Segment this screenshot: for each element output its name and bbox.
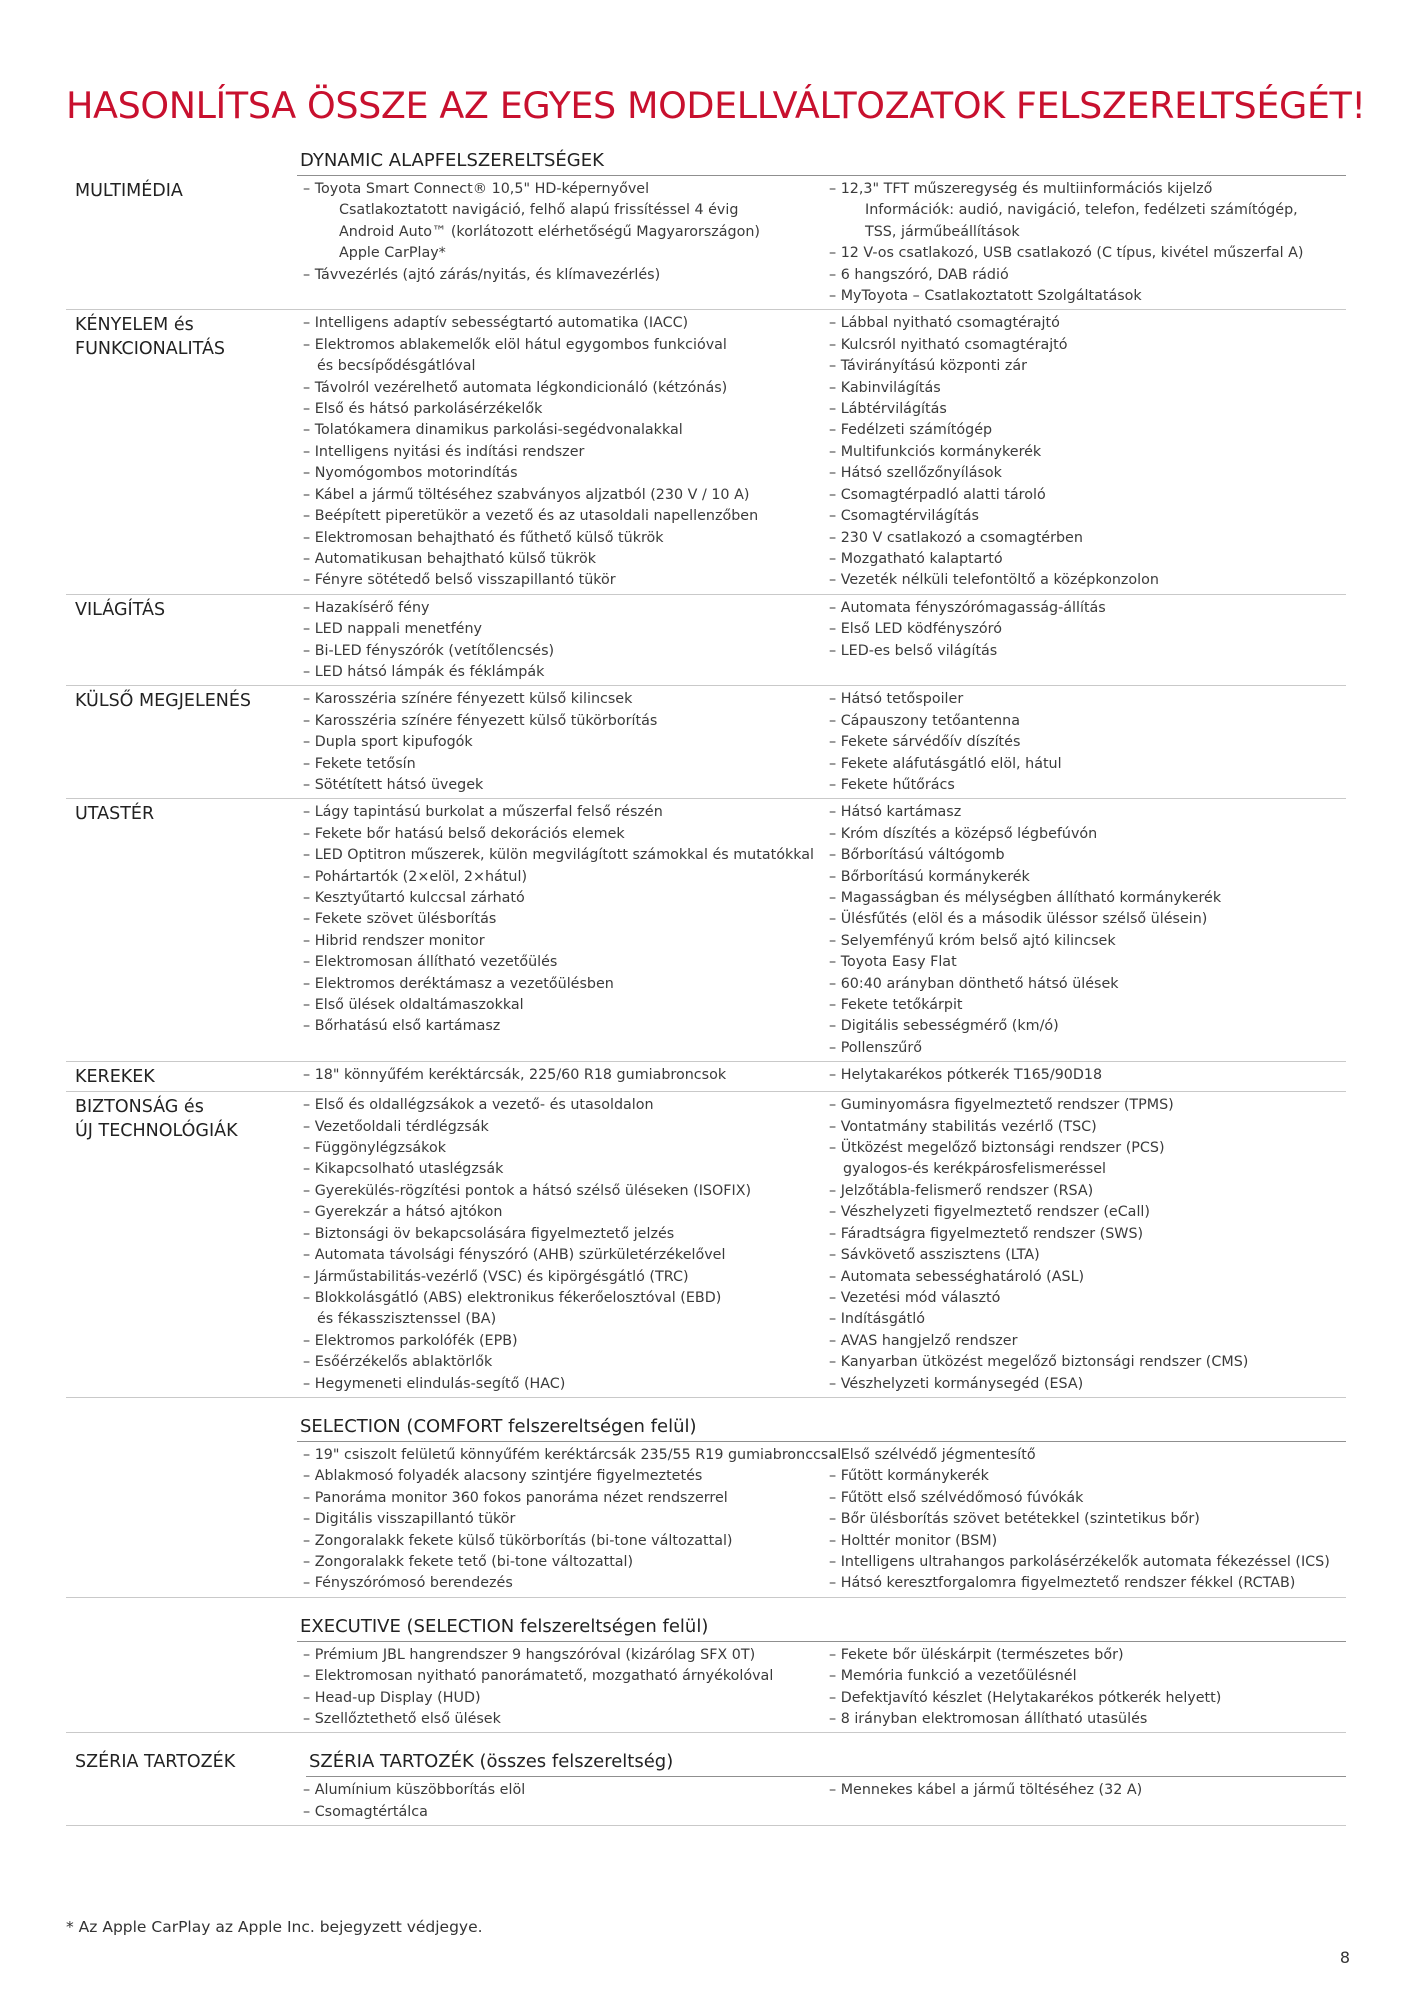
feature-item: – Sávkövető asszisztens (LTA): [829, 1247, 1040, 1264]
feature-item: – Head-up Display (HUD): [303, 1689, 481, 1706]
page-number: 8: [1339, 1948, 1350, 1967]
feature-item: – Fekete tetősín: [303, 755, 416, 772]
feature-item: – Elektromos deréktámasz a vezetőülésben: [303, 975, 614, 992]
feature-item: – Defektjavító készlet (Helytakarékos pótkerék helyett): [829, 1689, 1222, 1706]
feature-item: – Lábtérvilágítás: [829, 401, 947, 418]
feature-item: – Automata fényszórómagasság-állítás: [829, 599, 1106, 616]
feature-item: – Mennekes kábel a jármű töltéséhez (32 A): [829, 1782, 1143, 1799]
feature-item: – Fűtött első szélvédőmosó fúvókák: [829, 1489, 1084, 1506]
feature-item: – Kikapcsolható utaslégzsák: [303, 1161, 504, 1178]
feature-item: – Pollenszűrő: [829, 1039, 922, 1056]
feature-item: – Fűtött kormánykerék: [829, 1468, 989, 1485]
feature-item: – Gyerekzár a hátsó ajtókon: [303, 1204, 503, 1221]
feature-item: – Gyerekülés-rögzítési pontok a hátsó szélső üléseken (ISOFIX): [303, 1182, 752, 1199]
section-header: [66, 148, 1346, 176]
feature-item: – Függönylégzsákok: [303, 1140, 446, 1157]
feature-item: – Fekete tetőkárpit: [829, 997, 963, 1014]
feature-item: – Elektromosan nyitható panorámatető, mozgatható árnyékolóval: [303, 1668, 774, 1685]
feature-item: – LED Optitron műszerek, külön megvilágított számokkal és mutatókkal: [303, 847, 814, 864]
spec-row: [66, 1442, 1346, 1598]
feature-item: – Első szélvédő jégmentesítő: [829, 1446, 1036, 1463]
feature-item: – 12 V-os csatlakozó, USB csatlakozó (C típus, kivétel műszerfal A): [829, 245, 1304, 262]
feature-item: Csatlakoztatott navigáció, felhő alapú frissítéssel 4 évig: [339, 202, 739, 219]
feature-item: – 18" könnyűfém keréktárcsák, 225/60 R18 gumiabroncsok: [303, 1067, 727, 1084]
feature-item: – Vontatmány stabilitás vezérlő (TSC): [829, 1118, 1097, 1135]
feature-item: – Vészhelyzeti figyelmeztető rendszer (eCall): [829, 1204, 1150, 1221]
feature-item: – Fekete hűtőrács: [829, 776, 955, 793]
spec-row: [66, 1062, 1346, 1092]
feature-item: – 12,3" TFT műszeregység és multiinformációs kijelző: [829, 181, 1213, 197]
section-title: EXECUTIVE (SELECTION felszereltségen felül): [297, 1614, 1346, 1642]
feature-item: – Zongoralakk fekete tető (bi-tone változattal): [303, 1553, 634, 1570]
spec-row: [66, 1642, 1346, 1734]
feature-item: – LED-es belső világítás: [829, 642, 998, 659]
feature-item: – LED nappali menetfény: [303, 621, 483, 638]
feature-item: – Jelzőtábla-felismerő rendszer (RSA): [829, 1182, 1094, 1199]
feature-item: – Nyomógombos motorindítás: [303, 465, 518, 482]
feature-item: – Panoráma monitor 360 fokos panoráma nézet rendszerrel: [303, 1489, 728, 1506]
feature-item: – Távolról vezérelhető automata légkondicionáló (kétzónás): [303, 379, 728, 396]
category-label: UTASTÉR: [75, 804, 155, 825]
feature-item: – Esőérzékelős ablaktörlők: [303, 1354, 493, 1371]
category-label: KÉNYELEM és FUNKCIONALITÁS: [75, 315, 226, 360]
feature-item: – Kanyarban ütközést megelőző biztonsági rendszer (CMS): [829, 1354, 1249, 1371]
feature-item: – Automata sebességhatároló (ASL): [829, 1268, 1085, 1285]
feature-item: – Csomagtértálca: [303, 1803, 428, 1820]
feature-item: – Fáradtságra figyelmeztető rendszer (SWS): [829, 1225, 1144, 1242]
spec-row: [66, 595, 1346, 687]
feature-item: – Csomagtérpadló alatti tároló: [829, 486, 1046, 503]
feature-item: – Hazakísérő fény: [303, 599, 430, 616]
spec-row: [66, 176, 1346, 310]
feature-item: – Fekete bőr üléskárpit (természetes bőr): [829, 1646, 1124, 1663]
feature-item: – Hegymeneti elindulás-segítő (HAC): [303, 1375, 566, 1392]
section-header: [66, 1398, 1346, 1442]
feature-column-right: [829, 313, 1346, 591]
feature-item: – Első ülések oldaltámaszokkal: [303, 997, 524, 1014]
category-label: [66, 1780, 303, 1823]
spec-row: [66, 1092, 1346, 1398]
feature-item: Apple CarPlay*: [339, 245, 446, 262]
feature-item: – Kulcsról nyitható csomagtérajtó: [829, 336, 1068, 353]
feature-item: – Vezeték nélküli telefontöltő a középkonzolon: [829, 572, 1159, 589]
feature-item: – 19" csiszolt felületű könnyűfém keréktárcsák 235/55 R19 gumiabronccsal: [303, 1446, 842, 1463]
feature-item: – Fedélzeti számítógép: [829, 422, 993, 439]
feature-item: – Elektromosan állítható vezetőülés: [303, 954, 558, 971]
category-label: KÜLSŐ MEGJELENÉS: [75, 691, 252, 712]
feature-item: – AVAS hangjelző rendszer: [829, 1332, 1018, 1349]
feature-item: – Fekete bőr hatású belső dekorációs elemek: [303, 825, 625, 842]
spec-row: [66, 310, 1346, 594]
feature-column-right: [829, 689, 1346, 796]
feature-item: – Fényre sötétedő belső visszapillantó tükör: [303, 572, 616, 589]
page-title: HASONLÍTSA ÖSSZE AZ EGYES MODELLVÁLTOZATOK FELSZERELTSÉGÉT!: [66, 84, 1366, 127]
feature-item: – Digitális sebességmérő (km/ó): [829, 1018, 1059, 1035]
feature-column-left: [303, 598, 829, 684]
feature-item: – Csomagtérvilágítás: [829, 508, 979, 525]
feature-item: – Kesztyűtartó kulccsal zárható: [303, 890, 525, 906]
category-label: VILÁGÍTÁS: [75, 599, 166, 620]
feature-column-left: [303, 1095, 829, 1395]
feature-column-right: [829, 1445, 1346, 1595]
feature-item: – LED hátsó lámpák és féklámpák: [303, 663, 545, 680]
feature-item: – Blokkolásgátló (ABS) elektronikus fékerőelosztóval (EBD): [303, 1289, 722, 1306]
section-title: DYNAMIC ALAPFELSZERELTSÉGEK: [297, 148, 1346, 176]
feature-item: – MyToyota – Csatlakoztatott Szolgáltatások: [829, 288, 1142, 305]
feature-item: és becsípődésgátlóval: [317, 358, 476, 375]
feature-item: – Ütközést megelőző biztonsági rendszer (PCS): [829, 1140, 1165, 1157]
spec-row: [66, 1777, 1346, 1826]
feature-item: – Prémium JBL hangrendszer 9 hangszóróval (kizárólag SFX 0T): [303, 1646, 756, 1663]
feature-item: – Toyota Smart Connect® 10,5" HD-képernyővel: [303, 181, 650, 197]
feature-item: – 230 V csatlakozó a csomagtérben: [829, 529, 1083, 546]
feature-item: TSS, járműbeállítások: [865, 223, 1020, 240]
feature-item: – Elektromos parkolófék (EPB): [303, 1332, 518, 1349]
category-label: MULTIMÉDIA: [75, 181, 183, 201]
feature-item: – Bőr ülésborítás szövet betétekkel (szintetikus bőr): [829, 1511, 1200, 1528]
feature-column-right: [829, 1780, 1346, 1823]
feature-item: – Elektromos ablakemelők elöl hátul egygombos funkcióval: [303, 336, 727, 353]
feature-item: – Hibrid rendszer monitor: [303, 932, 485, 949]
feature-item: – Bőrhatású első kartámasz: [303, 1018, 501, 1035]
feature-item: – Szellőztethető első ülések: [303, 1711, 501, 1727]
feature-item: – Kabinvilágítás: [829, 379, 941, 396]
feature-item: – Intelligens ultrahangos parkolásérzékelők automata fékezéssel (ICS): [829, 1553, 1330, 1570]
feature-column-left: [303, 1645, 829, 1731]
feature-item: Információk: audió, navigáció, telefon, fedélzeti számítógép,: [865, 202, 1298, 219]
feature-item: – Magasságban és mélységben állítható kormánykerék: [829, 890, 1222, 906]
category-label: BIZTONSÁG és ÚJ TECHNOLÓGIÁK: [75, 1097, 238, 1142]
feature-item: – Első és hátsó parkolásérzékelők: [303, 401, 543, 418]
feature-item: – Fekete sárvédőív díszítés: [829, 734, 1021, 751]
feature-item: – Dupla sport kipufogók: [303, 734, 473, 751]
feature-item: – Vészhelyzeti kormánysegéd (ESA): [829, 1375, 1084, 1392]
feature-item: – Lábbal nyitható csomagtérajtó: [829, 315, 1060, 332]
section-side-label: SZÉRIA TARTOZÉK: [75, 1752, 236, 1773]
feature-item: – Indításgátló: [829, 1311, 925, 1328]
feature-item: – Hátsó kartámasz: [829, 804, 962, 821]
feature-column-right: [829, 1065, 1346, 1089]
feature-item: – Első LED ködfényszóró: [829, 621, 1002, 638]
feature-item: – 8 irányban elektromosan állítható utasülés: [829, 1711, 1148, 1727]
feature-column-left: [303, 313, 829, 591]
feature-item: – Holttér monitor (BSM): [829, 1532, 998, 1549]
feature-item: – Lágy tapintású burkolat a műszerfal felső részén: [303, 804, 663, 821]
feature-item: – Cápauszony tetőantenna: [829, 712, 1020, 729]
feature-item: – Selyemfényű króm belső ajtó kilincsek: [829, 932, 1116, 949]
feature-column-left: [303, 179, 829, 307]
feature-column-right: [829, 802, 1346, 1059]
feature-item: – Hátsó szellőzőnyílások: [829, 465, 1002, 482]
section-header: [66, 1598, 1346, 1642]
feature-item: – Guminyomásra figyelmeztető rendszer (TPMS): [829, 1097, 1174, 1114]
spec-row: [66, 799, 1346, 1062]
category-label: [66, 1445, 303, 1595]
feature-item: – Karosszéria színére fényezett külső tükörborítás: [303, 712, 658, 729]
feature-item: – Bi-LED fényszórók (vetítőlencsés): [303, 642, 555, 659]
feature-column-left: [303, 1065, 829, 1089]
section-title: SELECTION (COMFORT felszereltségen felül): [297, 1414, 1346, 1442]
feature-item: – Mozgatható kalaptartó: [829, 550, 1003, 567]
feature-column-left: [303, 1780, 829, 1823]
feature-column-left: [303, 802, 829, 1059]
feature-item: Android Auto™ (korlátozott elérhetőségű Magyarországon): [339, 223, 761, 240]
feature-item: – 6 hangszóró, DAB rádió: [829, 266, 1009, 283]
feature-item: – Távirányítású központi zár: [829, 358, 1027, 375]
feature-item: – Toyota Easy Flat: [829, 954, 957, 971]
spec-table: [66, 148, 1346, 1826]
feature-item: – 60:40 arányban dönthető hátsó ülések: [829, 975, 1119, 992]
feature-item: és fékasszisztenssel (BA): [317, 1311, 497, 1328]
feature-item: – Járműstabilitás-vezérlő (VSC) és kipörgésgátló (TRC): [303, 1268, 689, 1285]
feature-item: – Biztonsági öv bekapcsolására figyelmeztető jelzés: [303, 1225, 675, 1242]
feature-item: – Távvezérlés (ajtó zárás/nyitás, és klímavezérlés): [303, 266, 661, 283]
feature-item: – Bőrborítású kormánykerék: [829, 868, 1030, 885]
feature-column-right: [829, 179, 1346, 307]
category-label: [66, 1645, 303, 1731]
feature-item: – Memória funkció a vezetőülésnél: [829, 1668, 1077, 1685]
feature-item: – Króm díszítés a középső légbefúvón: [829, 825, 1098, 842]
feature-item: – Vezetőoldali térdlégzsák: [303, 1118, 489, 1135]
feature-item: – Automata távolsági fényszóró (AHB) szürkületérzékelővel: [303, 1247, 726, 1264]
feature-item: – Hátsó tetőspoiler: [829, 691, 964, 708]
feature-column-left: [303, 1445, 842, 1595]
feature-item: gyalogos-és kerékpárosfelismeréssel: [843, 1161, 1107, 1178]
feature-item: – Fekete szövet ülésborítás: [303, 911, 497, 928]
feature-item: – Beépített piperetükör a vezető és az utasoldali napellenzőben: [303, 508, 759, 525]
feature-column-right: [829, 1645, 1346, 1731]
feature-item: – Ülésfűtés (elöl és a második üléssor szélső ülésein): [829, 911, 1208, 928]
feature-item: – Elektromosan behajtható és fűthető külső tükrök: [303, 529, 664, 546]
feature-item: – Hátsó keresztforgalomra figyelmeztető rendszer fékkel (RCTAB): [829, 1575, 1296, 1592]
section-header: [66, 1733, 1346, 1777]
feature-column-right: [829, 1095, 1346, 1395]
feature-item: – Ablakmosó folyadék alacsony szintjére figyelmeztetés: [303, 1468, 703, 1485]
feature-item: – Kábel a jármű töltéséhez szabványos aljzatból (230 V / 10 A): [303, 486, 750, 503]
feature-item: – Karosszéria színére fényezett külső kilincsek: [303, 691, 633, 708]
feature-item: – Fekete aláfutásgátló elöl, hátul: [829, 755, 1062, 772]
feature-item: – Automatikusan behajtható külső tükrök: [303, 550, 597, 567]
feature-item: – Bőrborítású váltógomb: [829, 847, 1005, 864]
feature-item: – Multifunkciós kormánykerék: [829, 443, 1042, 460]
feature-item: – Fényszórómosó berendezés: [303, 1575, 513, 1592]
feature-item: – Intelligens adaptív sebességtartó automatika (IACC): [303, 315, 689, 332]
footnote: * Az Apple CarPlay az Apple Inc. bejegyzett védjegye.: [66, 1918, 483, 1936]
feature-item: – Tolatókamera dinamikus parkolási-segédvonalakkal: [303, 422, 683, 439]
feature-item: – Digitális visszapillantó tükör: [303, 1511, 516, 1528]
feature-item: – Alumínium küszöbborítás elöl: [303, 1782, 526, 1799]
feature-item: – Intelligens nyitási és indítási rendszer: [303, 443, 585, 460]
feature-column-right: [829, 598, 1346, 684]
feature-item: – Első és oldallégzsákok a vezető- és utasoldalon: [303, 1097, 654, 1114]
feature-item: – Helytakarékos pótkerék T165/90D18: [829, 1067, 1103, 1084]
feature-item: – Vezetési mód választó: [829, 1289, 1001, 1306]
feature-item: – Zongoralakk fekete külső tükörborítás (bi-tone változattal): [303, 1532, 733, 1549]
feature-item: – Sötétített hátsó üvegek: [303, 776, 484, 793]
feature-column-left: [303, 689, 829, 796]
spec-row: [66, 686, 1346, 799]
section-title: SZÉRIA TARTOZÉK (összes felszereltség): [306, 1749, 1346, 1777]
feature-item: – Pohártartók (2×elöl, 2×hátul): [303, 868, 528, 885]
category-label: KEREKEK: [75, 1067, 155, 1088]
